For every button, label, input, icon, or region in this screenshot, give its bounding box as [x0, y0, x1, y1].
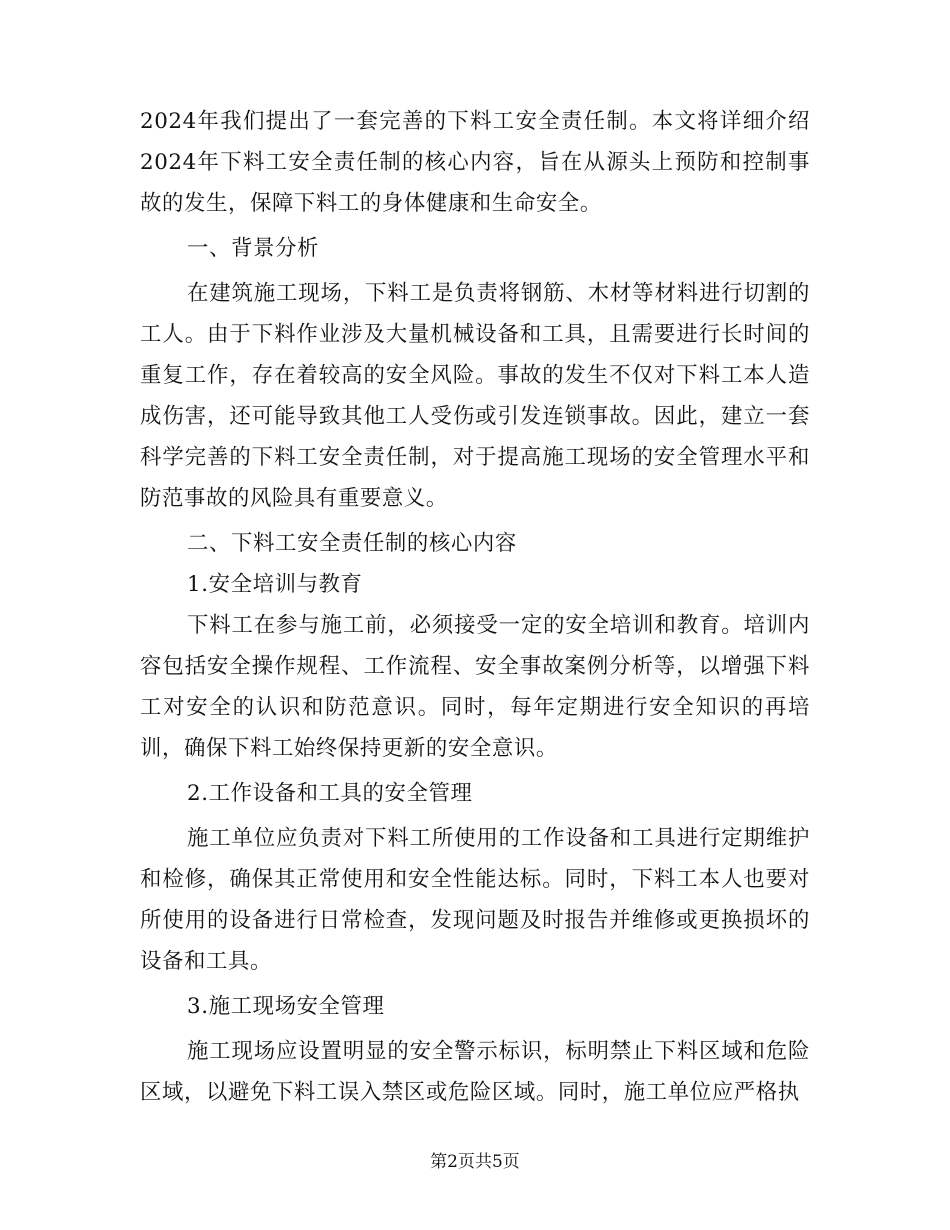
document-page	[140, 101, 810, 1113]
intro-paragraph: 2024年我们提出了一套完善的下料工安全责任制。本文将详细介绍2024年下料工安全责任制的核心内容，旨在从源头上预防和控制事故的发生，保障下料工的身体健康和生命安全。	[140, 109, 810, 216]
section-heading-core-content: 二、下料工安全责任制的核心内容	[187, 531, 517, 556]
subheading-training: 1.安全培训与教育	[187, 572, 363, 597]
page-number-footer: 第2页共5页	[430, 1152, 520, 1172]
subheading-equipment: 2.工作设备和工具的安全管理	[187, 781, 473, 806]
site-safety-paragraph: 施工现场应设置明显的安全警示标识，标明禁止下料区域和危险区域，以避免下料工误入禁区或危险区域。同时，施工单位应严格执	[140, 1039, 810, 1105]
training-paragraph: 下料工在参与施工前，必须接受一定的安全培训和教育。培训内容包括安全操作规程、工作流程、安全事故案例分析等，以增强下料工对安全的认识和防范意识。同时，每年定期进行安全知识的再培训，确保下料工始终保持更新的安全意识。	[140, 613, 810, 761]
subheading-site-safety: 3.施工现场安全管理	[187, 994, 385, 1019]
section-heading-background: 一、背景分析	[187, 236, 319, 261]
background-paragraph: 在建筑施工现场，下料工是负责将钢筋、木材等材料进行切割的工人。由于下料作业涉及大量机械设备和工具，且需要进行长时间的重复工作，存在着较高的安全风险。事故的发生不仅对下料工本人造成伤害，还可能导致其他工人受伤或引发连锁事故。因此，建立一套科学完善的下料工安全责任制，对于提高施工现场的安全管理水平和防范事故的风险具有重要意义。	[140, 281, 810, 511]
equipment-paragraph: 施工单位应负责对下料工所使用的工作设备和工具进行定期维护和检修，确保其正常使用和安全性能达标。同时，下料工本人也要对所使用的设备进行日常检查，发现问题及时报告并维修或更换损坏的设备和工具。	[140, 826, 810, 974]
